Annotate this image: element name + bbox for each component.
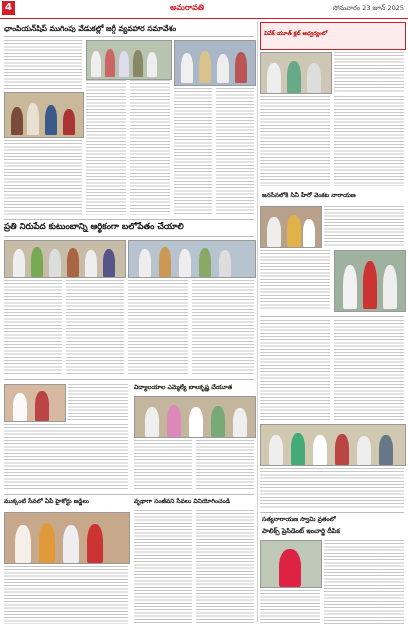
headline-championship: ఛాంపియన్‌షిప్ ముగింపు వేడుకల్లో జగ్గీ వ్యవహార సమావేశం [4, 24, 177, 33]
article-text [4, 140, 82, 215]
article-photo [128, 240, 256, 278]
article-text [260, 250, 330, 310]
article-photo [260, 540, 322, 588]
article-text [324, 206, 404, 246]
headline-economic: ప్రతి నిరుపేద కుటుంబాన్ని ఆర్థికంగా బలోపేతం చేయాలి [4, 222, 184, 232]
headline-sanjeevani: వృథాగా సంజీవని సేవలు వినియోగించండి [134, 498, 231, 505]
article-photo [4, 240, 126, 278]
masthead [0, 0, 408, 19]
article-text [334, 96, 404, 186]
article-photo [260, 206, 322, 248]
headline-janasena: జనసేనలోకి సినీ హీరో వెంకట నారాయణ [262, 192, 356, 199]
article-text [324, 540, 404, 624]
article-text [174, 88, 212, 215]
article-text [260, 320, 330, 420]
article-text [192, 280, 254, 375]
article-text [130, 80, 170, 215]
article-photo [174, 40, 256, 86]
article-text [4, 566, 128, 624]
article-photo [4, 384, 66, 422]
page-number: 4 [2, 1, 15, 15]
article-text [260, 468, 404, 508]
article-text [260, 96, 330, 186]
article-text [334, 320, 404, 420]
article-text [334, 52, 404, 92]
article-text [68, 384, 128, 420]
article-text [86, 80, 126, 215]
article-photo [86, 40, 172, 80]
article-text [4, 40, 82, 90]
article-text [196, 440, 254, 490]
article-text [4, 280, 62, 375]
article-text [196, 510, 254, 624]
paper-name: అమరావతి [170, 3, 205, 12]
article-text [4, 424, 128, 490]
article-text [66, 280, 124, 375]
article-photo [260, 424, 406, 466]
article-photo [134, 396, 256, 438]
headline-judges: ముక్కంటి సేవలో ఏపీ హైకోర్టు జడ్జిలు [4, 498, 89, 505]
article-photo [4, 512, 130, 564]
headline-right-top: వివేక్ యూత్ క్లబ్ ఆధ్వర్యంలో [264, 31, 328, 37]
article-text [134, 440, 192, 490]
article-text [128, 280, 188, 375]
article-photo [4, 92, 84, 138]
headline-satyanarayana: సత్యనారాయణ స్వామి వ్రతంలో [262, 516, 336, 523]
article-photo [334, 250, 406, 312]
headline-deepika: పాలిక్స్ ప్రెసిడెంట్ ఇంచార్జి దీపిక [262, 527, 340, 535]
article-photo [260, 52, 332, 94]
dateline: సోమవారం 23 జూన్ 2025 [332, 4, 404, 12]
article-text [216, 88, 254, 215]
article-text [134, 510, 192, 624]
article-text [260, 590, 320, 624]
headline-balakrishna: విద్యాలయాల ఎమ్మెల్యే బాలకృష్ణ చేయూత [134, 384, 233, 391]
